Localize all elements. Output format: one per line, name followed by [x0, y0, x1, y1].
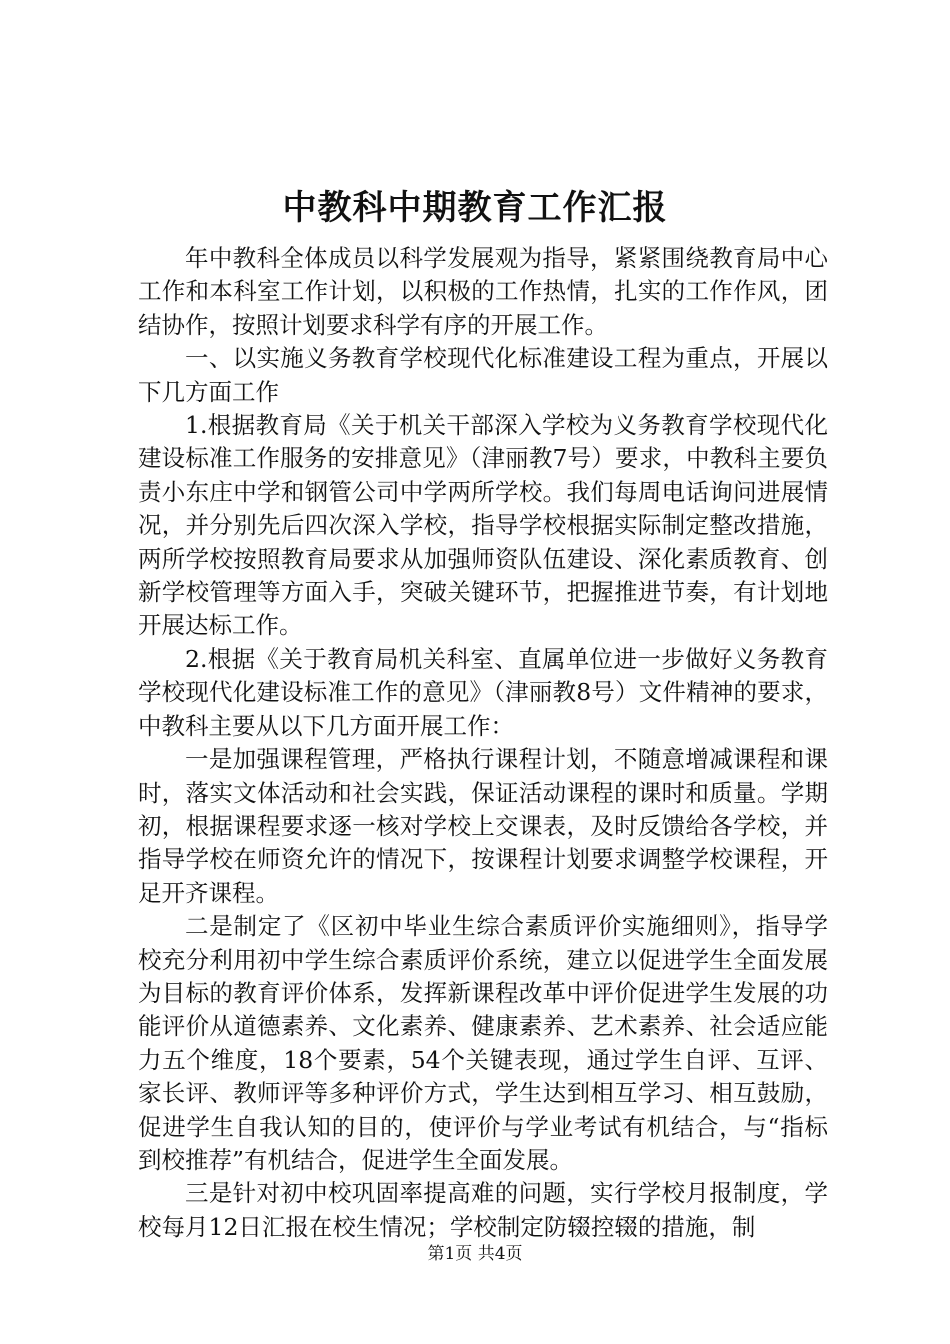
paragraph-intro: 年中教科全体成员以科学发展观为指导，紧紧围绕教育局中心工作和本科室工作计划，以积极的工作热情，扎实的工作作风，团结协作，按照计划要求科学有序的开展工作。 — [138, 244, 828, 339]
paragraph-point-2: 二是制定了《区初中毕业生综合素质评价实施细则》，指导学校充分利用初中学生综合素质评价系统，建立以促进学生全面发展为目标的教育评价体系，发挥新课程改革中评价促进学生发展的功能评价从道德素养、文化素养、健康素养、艺术素养、社会适应能力五个维度，18个要素，54个关键表现，通过学生自评、互评、家长评、教师评等多种评价方式，学生达到相互学习、相互鼓励，促进学生自我认知的目的，使评价与学业考试有机结合，与“指标到校推荐”有机结合，促进学生全面发展。 — [138, 912, 828, 1174]
paragraph-point-3: 三是针对初中校巩固率提高难的问题，实行学校月报制度，学校每月12日汇报在校生情况；学校制定防辍控辍的措施，制 — [138, 1179, 828, 1241]
paragraph-point-1: 一是加强课程管理，严格执行课程计划，不随意增减课程和课时，落实文体活动和社会实践，保证活动课程的课时和质量。学期初，根据课程要求逐一核对学校上交课表，及时反馈给各学校，并指导学校在师资允许的情况下，按课程计划要求调整学校课程，开足开齐课程。 — [138, 745, 828, 907]
document-title: 中教科中期教育工作汇报 — [282, 188, 668, 228]
document-body — [138, 242, 828, 1244]
paragraph-section-heading: 一、以实施义务教育学校现代化标准建设工程为重点，开展以下几方面工作 — [138, 344, 828, 406]
paragraph-item-2: 2.根据《关于教育局机关科室、直属单位进一步做好义务教育学校现代化建设标准工作的意见》（津丽教8号）文件精神的要求，中教科主要从以下几方面开展工作： — [138, 644, 828, 740]
paragraph-item-1: 1.根据教育局《关于机关干部深入学校为义务教育学校现代化建设标准工作服务的安排意见》（津丽教7号）要求，中教科主要负责小东庄中学和钢管公司中学两所学校。我们每周电话询问进展情况，并分别先后四次深入学校，指导学校根据实际制定整改措施，两所学校按照教育局要求从加强师资队伍建设、深化素质教育、创新学校管理等方面入手，突破关键环节，把握推进节奏，有计划地开展达标工作。 — [138, 411, 828, 640]
page-footer: 第1页 共4页 — [427, 1244, 523, 1264]
